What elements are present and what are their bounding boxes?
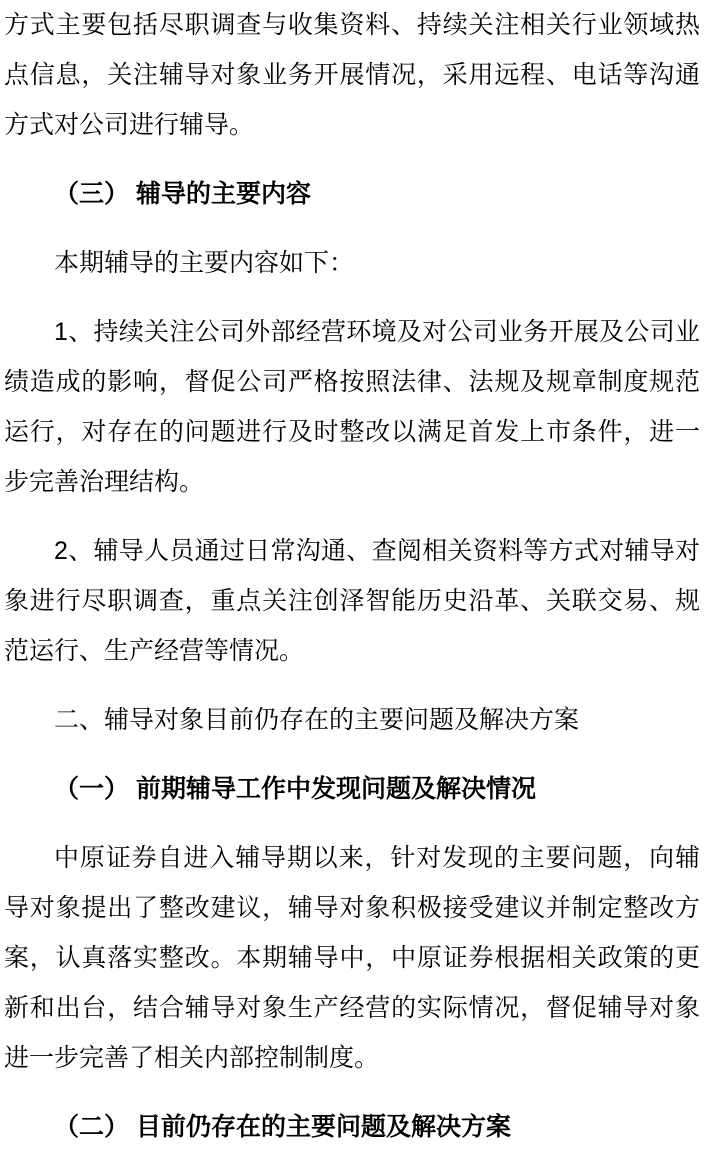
body-paragraph-intro: 本期辅导的主要内容如下： <box>54 249 355 277</box>
section-heading-1-prior-problems-resolution: （一） 前期辅导工作中发现问题及解决情况 <box>54 775 536 803</box>
body-paragraph-rectification: 中原证券自进入辅导期以来，针对发现的主要问题，向辅导对象提出了整改建议，辅导对象积极接受建议并制定整改方案，认真落实整改。本期辅导中，中原证券根据相关政策的更新和出台，结合辅导对象生产经营的实际情况，督促辅导对象进一步完善了相关内部控制制度。 <box>4 844 700 1072</box>
body-paragraph-item-1: 1、持续关注公司外部经营环境及对公司业务开展及公司业绩造成的影响，督促公司严格按照法律、法规及规章制度规范运行，对存在的问题进行及时整改以满足首发上市条件，进一步完善治理结构。 <box>4 318 700 496</box>
body-paragraph-continuation: 方式主要包括尽职调查与收集资料、持续关注相关行业领域热点信息，关注辅导对象业务开展情况，采用远程、电话等沟通方式对公司进行辅导。 <box>4 11 700 139</box>
chapter-heading-2-remaining-problems: 二、辅导对象目前仍存在的主要问题及解决方案 <box>54 706 580 734</box>
section-heading-2-current-problems-solutions: （二） 目前仍存在的主要问题及解决方案 <box>54 1113 511 1141</box>
body-paragraph-item-2: 2、辅导人员通过日常沟通、查阅相关资料等方式对辅导对象进行尽职调查，重点关注创泽智能历史沿革、关联交易、规范运行、生产经营等情况。 <box>4 537 700 665</box>
section-heading-3-main-content: （三） 辅导的主要内容 <box>54 180 311 208</box>
